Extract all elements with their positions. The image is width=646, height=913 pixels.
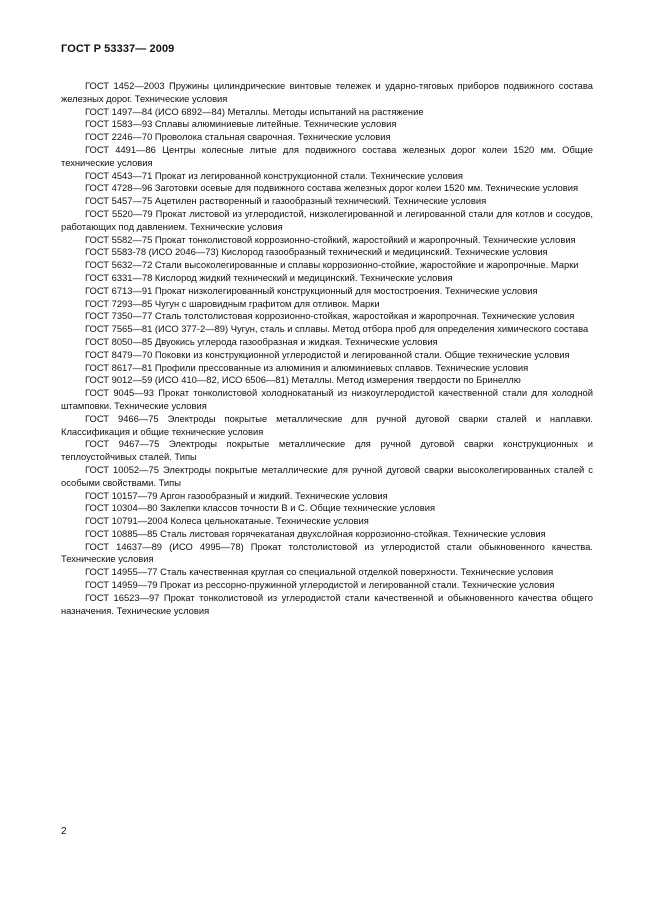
reference-item: ГОСТ 5582—75 Прокат тонколистовой коррозионно-стойкий, жаростойкий и жаропрочный. Технические условия bbox=[85, 233, 576, 245]
reference-item: ГОСТ 9012—59 (ИСО 410—82, ИСО 6506—81) Металлы. Метод измерения твердости по Бринеллю bbox=[85, 374, 521, 386]
reference-item: ГОСТ 2246—70 Проволока стальная сварочная. Технические условия bbox=[85, 131, 391, 143]
reference-item: ГОСТ 1497—84 (ИСО 6892—84) Металлы. Методы испытаний на растяжение bbox=[85, 105, 424, 117]
reference-item: ГОСТ 8050—85 Двуокись углерода газообразная и жидкая. Технические условия bbox=[85, 335, 438, 347]
reference-item: ГОСТ 6713—91 Прокат низколегированный конструкционный для мостостроения. Технические условия bbox=[85, 284, 538, 296]
reference-item: ГОСТ 10304—80 Заклепки классов точности В и С. Общие технические условия bbox=[85, 502, 436, 514]
reference-item: ГОСТ 7293—85 Чугун с шаровидным графитом для отливок. Марки bbox=[85, 297, 380, 309]
reference-item: ГОСТ 5583-78 (ИСО 2046—73) Кислород газообразный технический и медицинский. Технические условия bbox=[85, 246, 548, 258]
reference-item: ГОСТ 14955—77 Сталь качественная круглая со специальной отделкой поверхности. Технические условия bbox=[85, 566, 554, 578]
reference-item: ГОСТ 16523—97 Прокат тонколистовой из углеродистой стали качественной и обыкновенного качества общего назначения. Технические условия bbox=[61, 591, 593, 616]
reference-item: ГОСТ 8479—70 Поковки из конструкционной углеродистой и легированной стали. Общие технические условия bbox=[85, 348, 570, 360]
reference-item: ГОСТ 4728—96 Заготовки осевые для подвижного состава железных дорог колеи 1520 мм. Технические условия bbox=[85, 182, 579, 194]
reference-item: ГОСТ 9466—75 Электроды покрытые металлические для ручной дуговой сварки сталей и наплавки. Классификация и общие технические условия bbox=[61, 412, 593, 437]
reference-item: ГОСТ 8617—81 Профили прессованные из алюминия и алюминиевых сплавов. Технические условия bbox=[85, 361, 529, 373]
reference-item: ГОСТ 10052—75 Электроды покрытые металлические для ручной дуговой сварки высоколегированных сталей с особыми свойствами. Типы bbox=[61, 463, 593, 488]
page-number: 2 bbox=[61, 826, 67, 837]
reference-item: ГОСТ 10885—85 Сталь листовая горячекатаная двухслойная коррозионно-стойкая. Технические условия bbox=[85, 527, 546, 539]
reference-item: ГОСТ 10157—79 Аргон газообразный и жидкий. Технические условия bbox=[85, 489, 388, 501]
reference-item: ГОСТ 9045—93 Прокат тонколистовой холоднокатаный из низкоуглеродистой качественной стали для холодной штамповки. Технические условия bbox=[61, 387, 593, 411]
reference-item: ГОСТ 9467—75 Электроды покрытые металлические для ручной дуговой сварки конструкционных и теплоустойчивых сталей. Типы bbox=[61, 438, 593, 463]
reference-item: ГОСТ 6331—78 Кислород жидкий технический и медицинский. Технические условия bbox=[85, 271, 453, 283]
reference-item: ГОСТ 10791—2004 Колеса цельнокатаные. Технические условия bbox=[85, 515, 369, 527]
reference-item: ГОСТ 7565—81 (ИСО 377-2—89) Чугун, сталь и сплавы. Метод отбора проб для определения химического состава bbox=[85, 323, 589, 335]
reference-item: ГОСТ 7350—77 Сталь толстолистовая коррозионно-стойкая, жаростойкая и жаропрочная. Технические условия bbox=[85, 310, 575, 322]
reference-item: ГОСТ 14637—89 (ИСО 4995—78) Прокат толстолистовой из углеродистой стали обыкновенного качества. Технические условия bbox=[61, 540, 593, 565]
reference-item: ГОСТ 5457—75 Ацетилен растворенный и газообразный технический. Технические условия bbox=[85, 195, 487, 207]
reference-item: ГОСТ 1583—93 Сплавы алюминиевые литейные. Технические условия bbox=[85, 118, 397, 130]
reference-item: ГОСТ 1452—2003 Пружины цилиндрические винтовые тележек и ударно-тяговых приборов подвижного состава железных дорог. Технические условия bbox=[61, 80, 593, 104]
document-header: ГОСТ Р 53337— 2009 bbox=[61, 43, 175, 55]
reference-item: ГОСТ 5632—72 Стали высоколегированные и сплавы коррозионно-стойкие, жаростойкие и жаропрочные. Марки bbox=[85, 259, 579, 271]
reference-item: ГОСТ 5520—79 Прокат листовой из углеродистой, низколегированной и легированной стали для котлов и сосудов, работающих под давлением. Технические условия bbox=[61, 207, 593, 232]
reference-item: ГОСТ 4543—71 Прокат из легированной конструкционной стали. Технические условия bbox=[85, 169, 464, 181]
reference-item: ГОСТ 14959—79 Прокат из рессорно-пружинной углеродистой и легированной стали. Технические условия bbox=[85, 579, 555, 591]
reference-item: ГОСТ 4491—86 Центры колесные литые для подвижного состава железных дорог колеи 1520 мм. Общие технические условия bbox=[61, 143, 593, 168]
references-list bbox=[61, 80, 593, 617]
